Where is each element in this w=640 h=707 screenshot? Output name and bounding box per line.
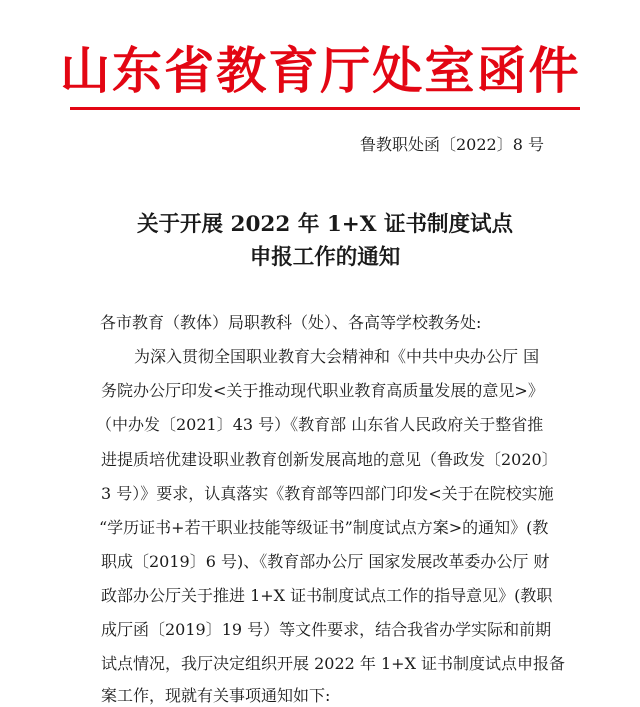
masthead-title: 山东省教育厅处室函件 bbox=[60, 42, 581, 100]
paragraph-line: 职成〔2019〕6 号)、《教育部办公厅 国家发展改革委办公厅 财 bbox=[101, 552, 550, 571]
paragraph-line: 案工作，现就有关事项通知如下: bbox=[101, 686, 331, 705]
paragraph-line: 3 号）》要求，认真落实《教育部等四部门印发<关于在院校实施 bbox=[101, 484, 554, 503]
document-number: 鲁教职处函〔2022〕8 号 bbox=[360, 135, 544, 154]
paragraph-line: 试点情况，我厅决定组织开展 2022 年 1+X 证书制度试点申报备 bbox=[101, 654, 566, 673]
paragraph-line: （中办发〔2021〕43 号）《教育部 山东省人民政府关于整省推 bbox=[96, 415, 544, 434]
paragraph-line: 进提质培优建设职业教育创新发展高地的意见（鲁政发〔2020〕 bbox=[101, 450, 558, 469]
paragraph-line: 成厅函〔2019〕19 号）等文件要求，结合我省办学实际和前期 bbox=[101, 620, 552, 639]
document-title-line-2: 申报工作的通知 bbox=[249, 245, 401, 270]
paragraph-line: “学历证书+若干职业技能等级证书”制度试点方案>的通知》(教 bbox=[99, 518, 549, 537]
salutation: 各市教育（教体）局职教科（处）、各高等学校教务处: bbox=[100, 313, 482, 332]
masthead-red-rule bbox=[70, 107, 580, 110]
paragraph-line: 务院办公厅印发<关于推动现代职业教育高质量发展的意见>》 bbox=[101, 381, 544, 400]
document-title-line-1: 关于开展 2022 年 1+X 证书制度试点 bbox=[137, 212, 513, 237]
paragraph-line: 为深入贯彻全国职业教育大会精神和《中共中央办公厅 国 bbox=[134, 347, 540, 366]
paragraph-line: 政部办公厅关于推进 1+X 证书制度试点工作的指导意见》(教职 bbox=[101, 586, 553, 605]
